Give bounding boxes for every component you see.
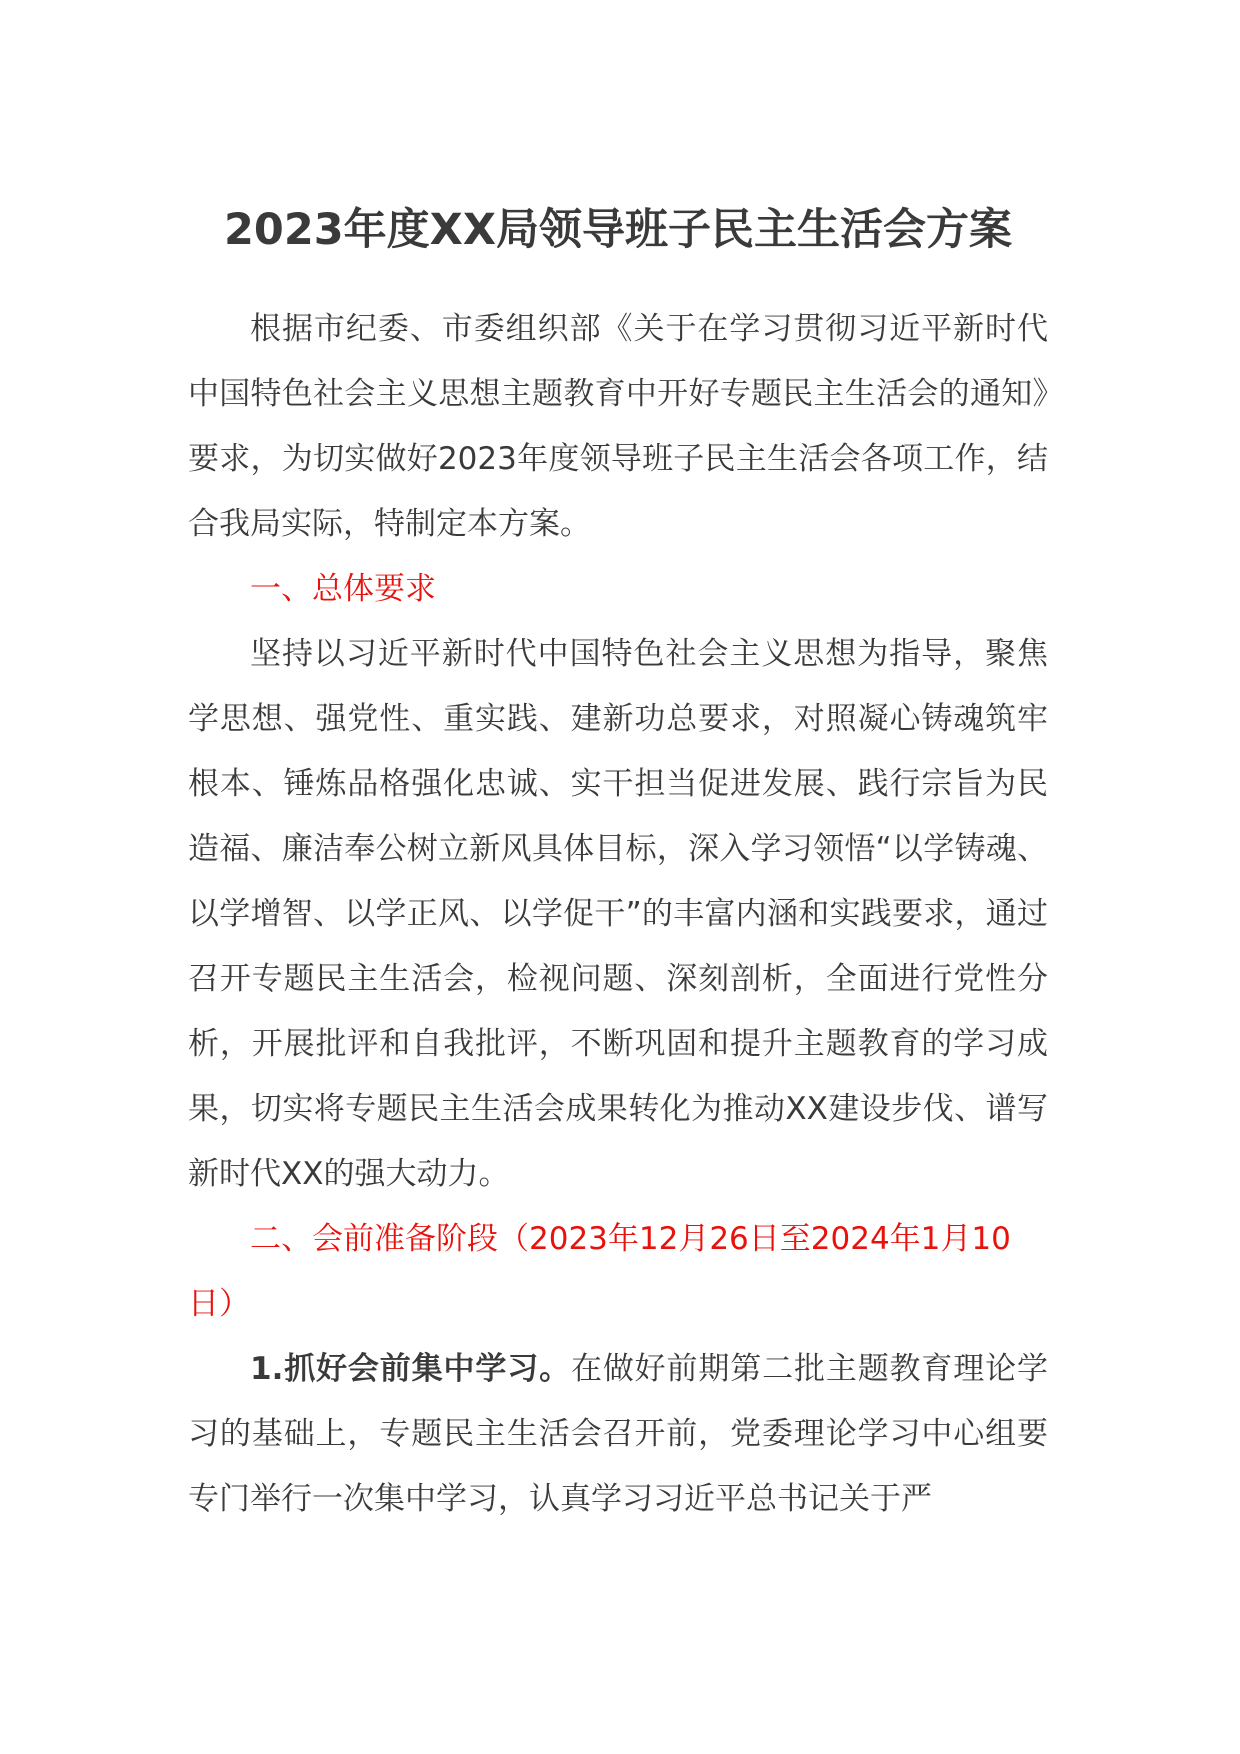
document-body — [188, 297, 1048, 1532]
item-1-body: 在做好前期第二批主题教育理论学习的基础上，专题民主生活会召开前，党委理论学习中心组要专门举行一次集中学习，认真学习习近平总书记关于严 — [188, 1351, 1048, 1517]
intro-paragraph: 根据市纪委、市委组织部《关于在学习贯彻习近平新时代中国特色社会主义思想主题教育中开好专题民主生活会的通知》要求，为切实做好2023年度领导班子民主生活会各项工作，结合我局实际，特制定本方案。 — [188, 311, 1048, 542]
item-1-paragraph — [188, 1337, 1048, 1532]
overall-requirements-paragraph: 坚持以习近平新时代中国特色社会主义思想为指导，聚焦学思想、强党性、重实践、建新功总要求，对照凝心铸魂筑牢根本、锤炼品格强化忠诚、实干担当促进发展、践行宗旨为民造福、廉洁奉公树立新风具体目标，深入学习领悟“以学铸魂、以学增智、以学正风、以学促干”的丰富内涵和实践要求，通过召开专题民主生活会，检视问题、深刻剖析，全面进行党性分析，开展批评和自我批评，不断巩固和提升主题教育的学习成果，切实将专题民主生活会成果转化为推动XX建设步伐、谱写新时代XX的强大动力。 — [188, 636, 1048, 1192]
document-title: 2023年度XX局领导班子民主生活会方案 — [224, 205, 1012, 255]
section-heading-overall-requirements: 一、总体要求 — [250, 571, 436, 607]
item-1-lead: 1.抓好会前集中学习。 — [250, 1351, 571, 1387]
section-heading-preparation-stage: 二、会前准备阶段（2023年12月26日至2024年1月10日） — [188, 1221, 1011, 1322]
